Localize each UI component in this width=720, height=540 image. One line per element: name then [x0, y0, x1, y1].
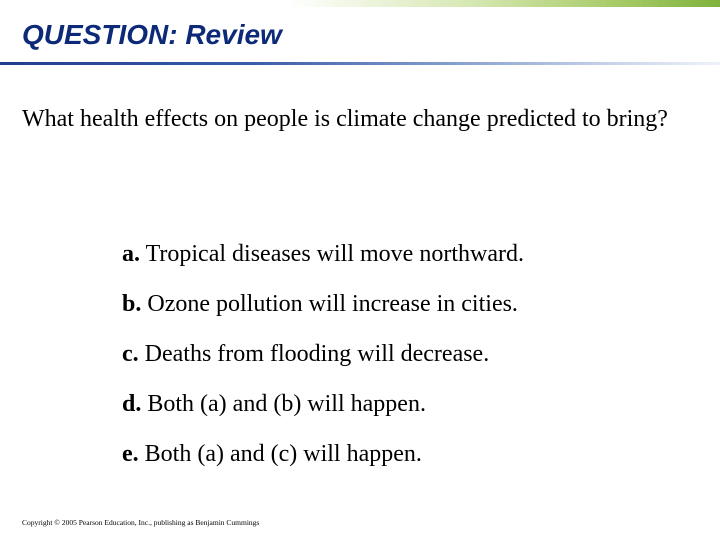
option-e [122, 436, 524, 486]
option-text: Both (a) and (b) will happen. [147, 391, 426, 417]
title-divider [0, 62, 720, 65]
option-text: Deaths from flooding will decrease. [144, 341, 490, 367]
option-letter: b. [122, 291, 142, 317]
option-b [122, 286, 524, 336]
option-letter: e. [122, 441, 139, 467]
option-text: Ozone pollution will increase in cities. [147, 291, 518, 317]
slide-title: QUESTION: Review [22, 19, 282, 50]
question-text: What health effects on people is climate change predicted to bring? [22, 106, 668, 132]
option-c [122, 336, 524, 386]
option-letter: c. [122, 341, 139, 367]
option-letter: d. [122, 391, 142, 417]
copyright-footer: Copyright © 2005 Pearson Education, Inc., publishing as Benjamin Cummings [22, 518, 260, 527]
option-letter: a. [122, 241, 140, 267]
top-accent-bar [0, 0, 720, 7]
option-a [122, 236, 524, 286]
answer-options [122, 236, 524, 486]
option-d [122, 386, 524, 436]
option-text: Tropical diseases will move northward. [145, 241, 524, 267]
option-text: Both (a) and (c) will happen. [144, 441, 422, 467]
